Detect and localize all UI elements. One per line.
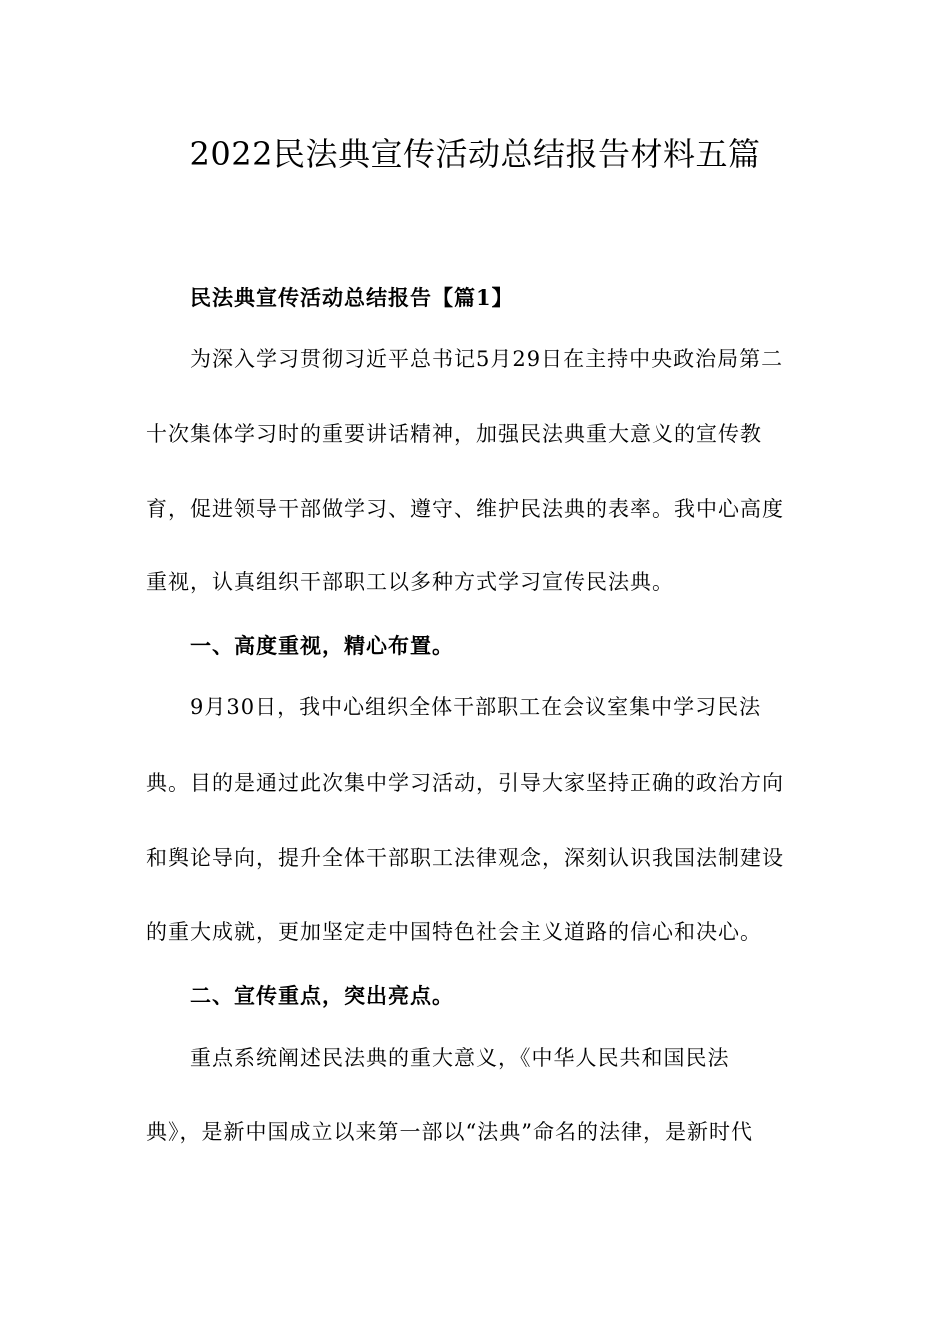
paragraph-line: 为深入学习贯彻习近平总书记5月29日在主持中央政治局第二 [190,347,784,371]
paragraph-line: 重点系统阐述民法典的重大意义，《中华人民共和国民法 [190,1046,730,1070]
paragraph-line: 典。目的是通过此次集中学习活动，引导大家坚持正确的政治方向 [146,771,784,795]
paragraph-line: 的重大成就，更加坚定走中国特色社会主义道路的信心和决心。 [146,920,762,944]
paragraph-line: 和舆论导向，提升全体干部职工法律观念，深刻认识我国法制建设 [146,846,784,870]
document-title: 2022民法典宣传活动总结报告材料五篇 [189,135,761,173]
paragraph-line: 典》，是新中国成立以来第一部以“法典”命名的法律，是新时代 [146,1120,753,1144]
paragraph-line: 9月30日，我中心组织全体干部职工在会议室集中学习民法 [190,695,762,719]
subheading-two: 二、宣传重点，突出亮点。 [190,983,454,1008]
paragraph-line: 育，促进领导干部做学习、遵守、维护民法典的表率。我中心高度 [146,497,784,521]
subheading-one: 一、高度重视，精心布置。 [190,633,454,658]
section-heading-part1: 民法典宣传活动总结报告【篇1】 [190,285,514,310]
paragraph-line: 重视，认真组织干部职工以多种方式学习宣传民法典。 [146,570,674,594]
paragraph-line: 十次集体学习时的重要讲话精神，加强民法典重大意义的宣传教 [146,422,762,446]
